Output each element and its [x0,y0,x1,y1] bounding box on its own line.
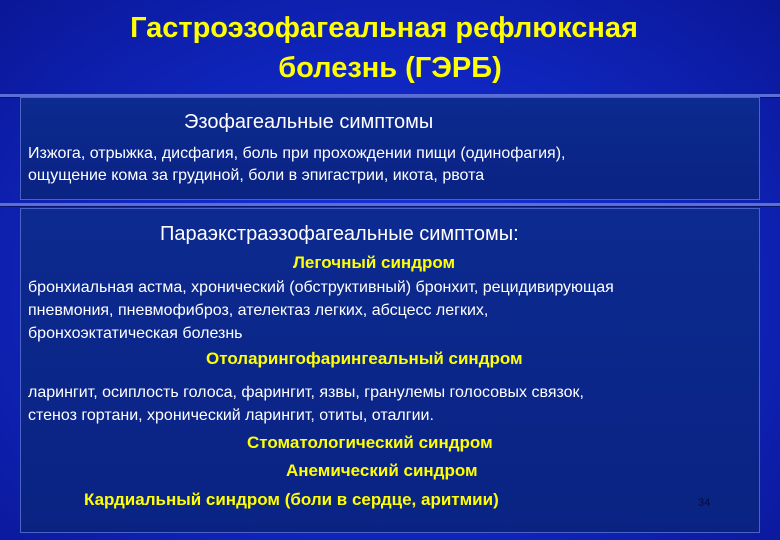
dental-heading: Стоматологический синдром [247,433,493,452]
esophageal-heading: Эзофагеальные симптомы [184,111,434,133]
ent-heading: Отоларингофарингеальный синдром [206,349,523,368]
divider-middle [0,203,780,206]
pulmonary-line-3: бронхоэктатическая болезнь [28,325,243,342]
extra-heading: Параэкстраэзофагеальные симптомы: [160,223,519,245]
slide-title [0,8,780,88]
page-number: 34 [698,497,711,509]
title-line-2: болезнь (ГЭРБ) [278,52,502,84]
ent-line-2: стеноз гортани, хронический ларингит, отиты, оталгии. [28,407,434,424]
esophageal-line-2: ощущение кома за грудиной, боли в эпигастрии, икота, рвота [28,167,485,184]
ent-line-1: ларингит, осиплость голоса, фарингит, язвы, гранулемы голосовых связок, [28,384,584,401]
pulmonary-line-2: пневмония, пневмофиброз, ателектаз легких, абсцесс легких, [28,302,489,319]
title-line-1: Гастроэзофагеальная рефлюксная [130,12,638,44]
pulmonary-line-1: бронхиальная астма, хронический (обструктивный) бронхит, рецидивирующая [28,279,614,296]
cardiac-heading: Кардиальный синдром (боли в сердце, аритмии) [84,490,499,509]
esophageal-line-1: Изжога, отрыжка, дисфагия, боль при прохождении пищи (одинофагия), [28,145,566,162]
pulmonary-heading: Легочный синдром [293,253,456,272]
anemic-heading: Анемический синдром [286,461,478,480]
